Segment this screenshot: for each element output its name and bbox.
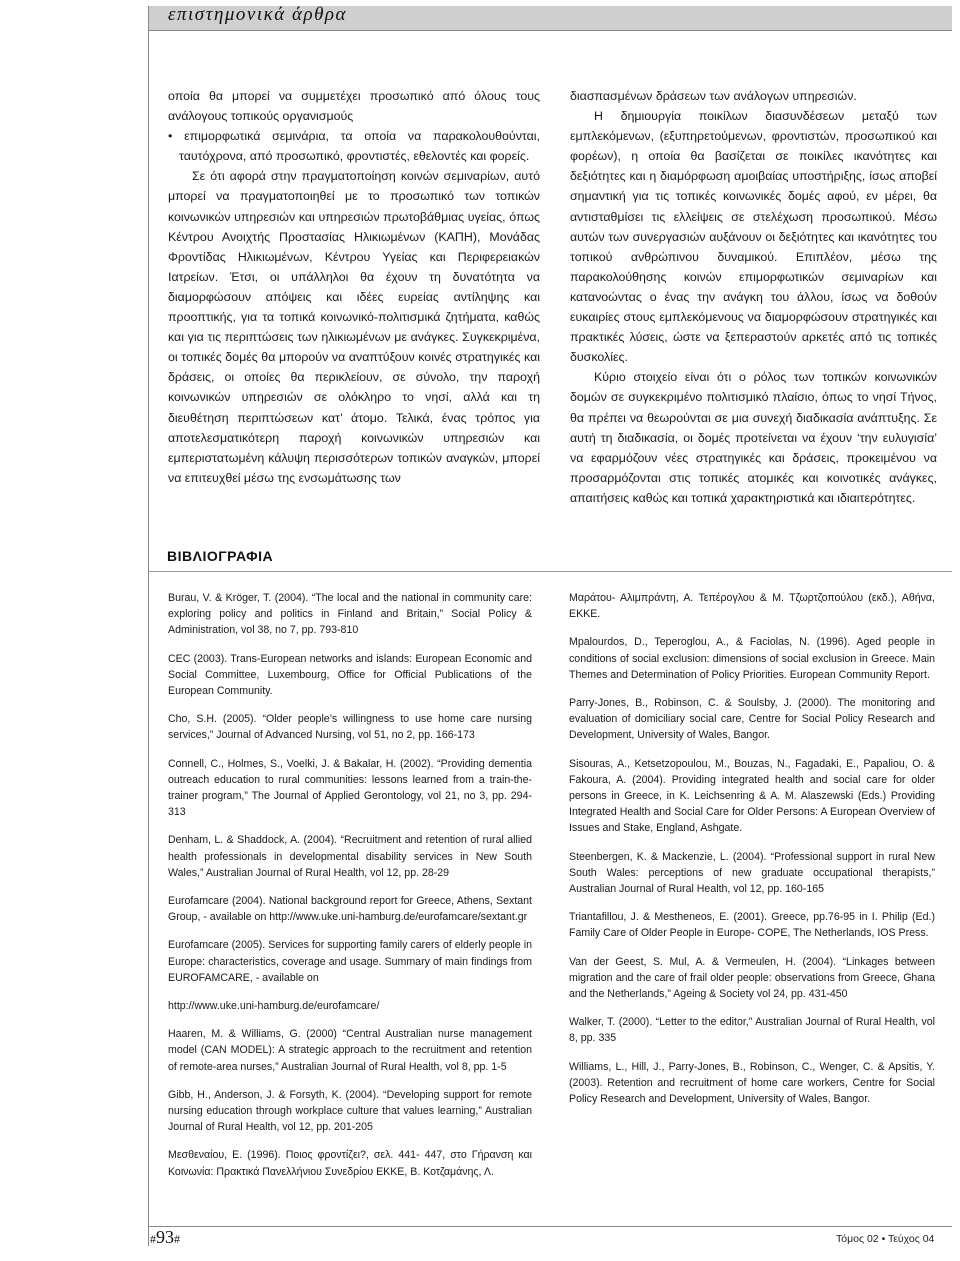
bibliography-heading: ΒΙΒΛΙΟΓΡΑΦΙΑ xyxy=(167,548,274,564)
page-number-suffix: # xyxy=(174,1232,180,1246)
reference-entry: Steenbergen, K. & Mackenzie, L. (2004). “Professional support in rural New South Wales: perceptions of new graduate occupational therapists,” Australian Journal of Rural Health, vol 12, pp. 160-165 xyxy=(569,850,935,896)
body-column-left xyxy=(168,86,540,488)
footer-divider xyxy=(148,1226,952,1227)
reference-entry: Denham, L. & Shaddock, A. (2004). “Recruitment and retention of rural allied health professionals in developmental disability services in New South Wales,” Australian Journal of Rural Health, vol 12, pp. 28-29 xyxy=(168,834,532,879)
body-paragraph: Η δημιουργία ποικίλων διασυνδέσεων μεταξύ των εμπλεκόμενων, (εξυπηρετούμενων, φροντιστών, προσωπικού και φορέων), η οποία θα βασίζεται σε ποικίλες ικανότητες και δεξιότητες και η διαμόρφωση αμοιβαίας υποστήριξης, ίσως αποβεί σημαντική για τις τοπικές κοινωνικές δομές αφού, εν μέρει, θα αντισταθμίσει τις ελλείψεις σε στελέχωση προσωπικού. Μέσω αυτών των συνεργασιών αυξάνουν οι δεξιότητες και ικανότητες του τοπικού ανθρώπινου δυναμικού. Επιπλέον, μέσω της παρακολούθησης κοινών επιμορφωτικών σεμιναρίων και κατανοώντας ο ένας την ανάγκη του άλλου, ίσως να δοθούν ευκαιρίες στους εμπλεκόμενους να διαμορφώσουν στρατηγικές και πρακτικές λύσεις, ώστε να ξεπεραστούν αρκετές από τις τοπικές δυσκολίες. xyxy=(570,109,937,365)
left-margin-rule xyxy=(148,6,149,1246)
reference-entry: Eurofamcare (2005). Services for supporting family carers of elderly people in Europe: characteristics, coverage and usage. Summary of main findings from EUROFAMCARE, - available on xyxy=(168,939,532,984)
header-divider xyxy=(148,30,952,31)
reference-entry: Walker, T. (2000). “Letter to the editor,” Australian Journal of Rural Health, vol 8, pp. 335 xyxy=(569,1016,935,1045)
page-number-prefix: # xyxy=(150,1232,156,1246)
reference-entry: Eurofamcare (2004). National background report for Greece, Athens, Sextant Group, - available on http://www.uke.uni-hamburg.de/eurofamcare/sextant.gr xyxy=(168,895,532,924)
body-paragraph: διασπασμένων δράσεων των ανάλογων υπηρεσιών. xyxy=(570,89,857,103)
reference-entry: Sisouras, A., Ketsetzopoulou, M., Bouzas, N., Fagadaki, E., Papaliou, O. & Fakoura, A. (2004). Providing integrated health and social care for older persons in Greece, in K. Leichsenring & A. M. Alaszewski (Eds.) Providing Integrated Health and Social Care for Older Persons: A European Overview of Issues and Stake, England, Ashgate. xyxy=(569,757,935,835)
reference-entry: Parry-Jones, B., Robinson, C. & Soulsby, J. (2000). The monitoring and evaluation of domiciliary social care, Centre for Social Policy Research and Development, University of Wales, Bangor. xyxy=(569,697,935,742)
issue-info: Τόμος 02 • Τεύχος 04 xyxy=(836,1233,935,1245)
reference-entry: Haaren, M. & Williams, G. (2000) “Central Australian nurse management model (CAN MODEL): A strategic approach to the recruitment and retention of remote-area nurses,” Australian Journal of Rural Health, vol 8, pp. 1-5 xyxy=(168,1028,532,1073)
body-paragraph: Σε ότι αφορά στην πραγματοποίηση κοινών σεμιναρίων, αυτό μπορεί να πραγματοποιηθεί με το προσωπικό των τοπικών κοινωνικών υπηρεσιών και υπηρεσιών πρωτοβάθμιας υγείας, όπως Κέντρου Ανοιχτής Προστασίας Ηλικιωμένων (ΚΑΠΗ), Μονάδας Φροντίδας Ηλικιωμένων, Κέντρου Υγείας και Περιφερειακών Ιατρείων. Έτσι, οι υπάλληλοι θα έχουν τη δυνατότητα να διαμορφώσουν απόψεις και ιδέες ευρείας αντίληψης και προοπτικής, για τα τοπικά κοινωνικό-πολιτισμικά ζητήματα, καθώς και για τις περιπτώσεις των ηλικιωμένων με ανάγκες. Συγκεκριμένα, οι τοπικές δομές θα μπορούν να αναπτύξουν κοινές στρατηγικές και δράσεις, οι οποίες θα περικλείουν, σε σύνολο, την παροχή κοινωνικών υπηρεσιών σε ολόκληρο το νησί, αλλά και τη διευθέτηση περιπτώσεων κατ’ άτομο. Τελικά, ένας τρόπος για αποτελεσματικότερη παροχή κοινωνικών υπηρεσιών και εμπεριστατωμένη κάλυψη περισσότερων τοπικών αναγκών, μπορεί να επιτευχθεί μέσω της ενσωμάτωσης των xyxy=(168,169,540,485)
reference-entry: CEC (2003). Trans-European networks and islands: European Economic and Social Committee, Luxembourg, Office for Official Publications of the European Community. xyxy=(168,652,532,698)
reference-entry: Gibb, H., Anderson, J. & Forsyth, K. (2004). “Developing support for remote nursing education through workplace culture that values learning,” Australian Journal of Rural Health, vol 12, pp. 201-205 xyxy=(168,1088,532,1134)
reference-entry: Burau, V. & Kröger, T. (2004). “The local and the national in community care: exploring policy and politics in Finland and Britain,” Social Policy & Administration, vol 38, no 7, pp. 793-810 xyxy=(168,592,532,637)
reference-entry: Triantafillou, J. & Mestheneos, E. (2001). Greece, pp.76-95 in I. Philip (Ed.) Family Care of Older People in Europe- COPE, The Netherlands, IOS Press. xyxy=(569,911,935,940)
page-number-value: 93 xyxy=(156,1227,174,1247)
body-paragraph: Κύριο στοιχείο είναι ότι ο ρόλος των τοπικών κοινωνικών δομών σε συγκεκριμένο πολιτισμικό πλαίσιο, όπως το νησί Τήνος, θα πρέπει να θεωρούνται σε μια συνεχή διαδικασία ανάπτυξης. Σε αυτή τη διαδικασία, οι δομές προτείνεται να έχουν ‘την ευλυγισία’ να εφαρμόζουν νέες στρατηγικές και δράσεις, προκειμένου να προσαρμόζονται στις τοπικές ατομικές και κοινοτικές ανάγκες, απαιτήσεις καθώς και τοπικά χαρακτηριστικά και ιδιαιτερότητες. xyxy=(570,370,937,505)
reference-entry: Cho, S.H. (2005). “Older people’s willingness to use home care nursing services,” Journal of Advanced Nursing, vol 51, no 2, pp. 166-173 xyxy=(168,713,532,742)
reference-entry: Van der Geest, S. Mul, A. & Vermeulen, H. (2004). “Linkages between migration and the care of frail older people: observations from Greece, Ghana and the Netherlands,” Ageing & Society vol 24, pp. 431-450 xyxy=(569,955,935,1001)
body-paragraph: • επιμορφωτικά σεμινάρια, τα οποία να παρακολουθούνται, ταυτόχρονα, από προσωπικό, φροντιστές, εθελοντές και φορείς. xyxy=(168,129,540,164)
reference-entry: Williams, L., Hill, J., Parry-Jones, B., Robinson, C., Wenger, C. & Apsitis, Y. (2003). Retention and recruitment of home care workers, Centre for Social Policy Research and Development, University of Wales, Bangor. xyxy=(569,1060,935,1106)
bibliography-divider xyxy=(148,571,952,572)
reference-entry: Μεσθεναίου, Ε. (1996). Ποιος φροντίζει?, σελ. 441- 447, στο Γήρανση και Κοινωνία: Πρακτικά Πανελλήνιου Συνεδρίου ΕΚΚΕ, Β. Κοτζαμάνης, Λ. xyxy=(168,1149,532,1178)
bibliography-column-left xyxy=(168,590,532,1192)
reference-entry: Μαράτου- Αλιμπράντη, Α. Τεπέρογλου & Μ. Τζωρτζοπούλου (εκδ.), Αθήνα, ΕΚΚΕ. xyxy=(569,592,935,621)
section-title: επιστημονικά άρθρα xyxy=(168,4,347,25)
reference-entry: Connell, C., Holmes, S., Voelki, J. & Bakalar, H. (2002). “Providing dementia outreach education to rural communities: lessons learned from a train-the-trainer program,” The Journal of Applied Gerontology, vol 21, no 3, pp. 294-313 xyxy=(168,757,532,819)
page-number xyxy=(150,1227,180,1248)
reference-entry: Mpalourdos, D., Teperoglou, A., & Faciolas, N. (1996). Aged people in conditions of social exclusion: dimensions of social exclusion in Greece. Main Themes and Determination of Policy Priorities. European Community Report. xyxy=(569,636,935,681)
body-column-right xyxy=(570,86,937,508)
bibliography-column-right xyxy=(569,590,935,1119)
body-paragraph: οποία θα μπορεί να συμμετέχει προσωπικό από όλους τους ανάλογους τοπικούς οργανισμούς xyxy=(168,89,540,124)
reference-entry: http://www.uke.uni-hamburg.de/eurofamcare/ xyxy=(168,1000,380,1013)
